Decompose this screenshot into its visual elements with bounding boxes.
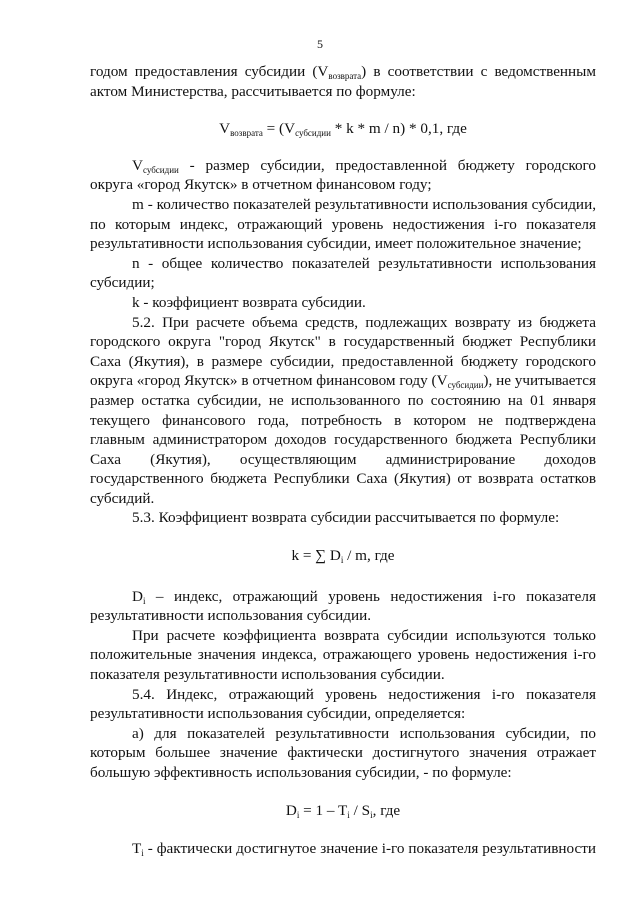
- paragraph-continuation: годом предоставления субсидии $(V_{возврата})$ в соответствии с ведомственным актом Министерства, рассчитывается по формуле:: [90, 63, 597, 100]
- paragraph-5-2: 5.2. При расчете объема средств, подлежащих возврату из бюджета городского округа "город Якутск" в государственный бюджет Республики Саха (Якутия), в размере субсидии, предоставленной бюджету городского округа «город Якутск» в отчетном финансовом году $(V_{субсидии})$, не учитывается размер остатка субсидии, не использованного по состоянию на 01 января текущего финансового года, потребность в котором не подтверждена главным администратором доходов государственного бюджета Республики Саха (Якутия), осуществляющим администрирование доходов государственного бюджета Республики Саха (Якутия) от возврата остатков субсидий.: [90, 313, 597, 507]
- definition-t: $T_i$ - фактически достигнутое значение i-го показателя результативности: [132, 840, 596, 859]
- formula-v-return: $V_{возврата} = (V_{субсидии} * k * m / n) * 0,1$, где: [219, 120, 467, 139]
- definition-n: n - общее количество показателей результативности использования субсидии;: [90, 254, 596, 292]
- paragraph-5-4-a: а) для показателей результативности использования субсидии, по которым большее значение фактически достигнутого значения отражает большую эффективность использования субсидии, - по формуле:: [90, 724, 596, 781]
- formula-d: $D_i = 1 - T_i / S_i$, где: [285, 801, 401, 820]
- paragraph-5-4: 5.4. Индекс, отражающий уровень недостижения i-го показателя результативности использования субсидии, определяется:: [90, 685, 596, 723]
- page-number: 5: [317, 37, 323, 51]
- definition-d: $D_i$ – индекс, отражающий уровень недостижения i-го показателя результативности использования субсидии.: [90, 587, 596, 625]
- paragraph-positive-values: При расчете коэффициента возврата субсидии используются только положительные значения индекса, отражающего уровень недостижения i-го показателя результативности использования субсидии.: [90, 626, 596, 684]
- document-body: [90, 62, 596, 859]
- definition-v-subsidy: $V_{субсидии}$ - размер субсидии, предоставленной бюджету городского округа «город Якутск» в отчетном финансовом году;: [90, 156, 596, 194]
- definition-k: k - коэффициент возврата субсидии.: [132, 293, 366, 311]
- definition-m: m - количество показателей результативности использования субсидии, по которым индекс, отражающий уровень недостижения i-го показателя результативности использования субсидии, имеет положительное значение;: [90, 195, 596, 253]
- paragraph-5-3: 5.3. Коэффициент возврата субсидии рассчитывается по формуле:: [132, 509, 560, 527]
- formula-k: k = ∑ $D_i$ / m, где: [291, 547, 395, 566]
